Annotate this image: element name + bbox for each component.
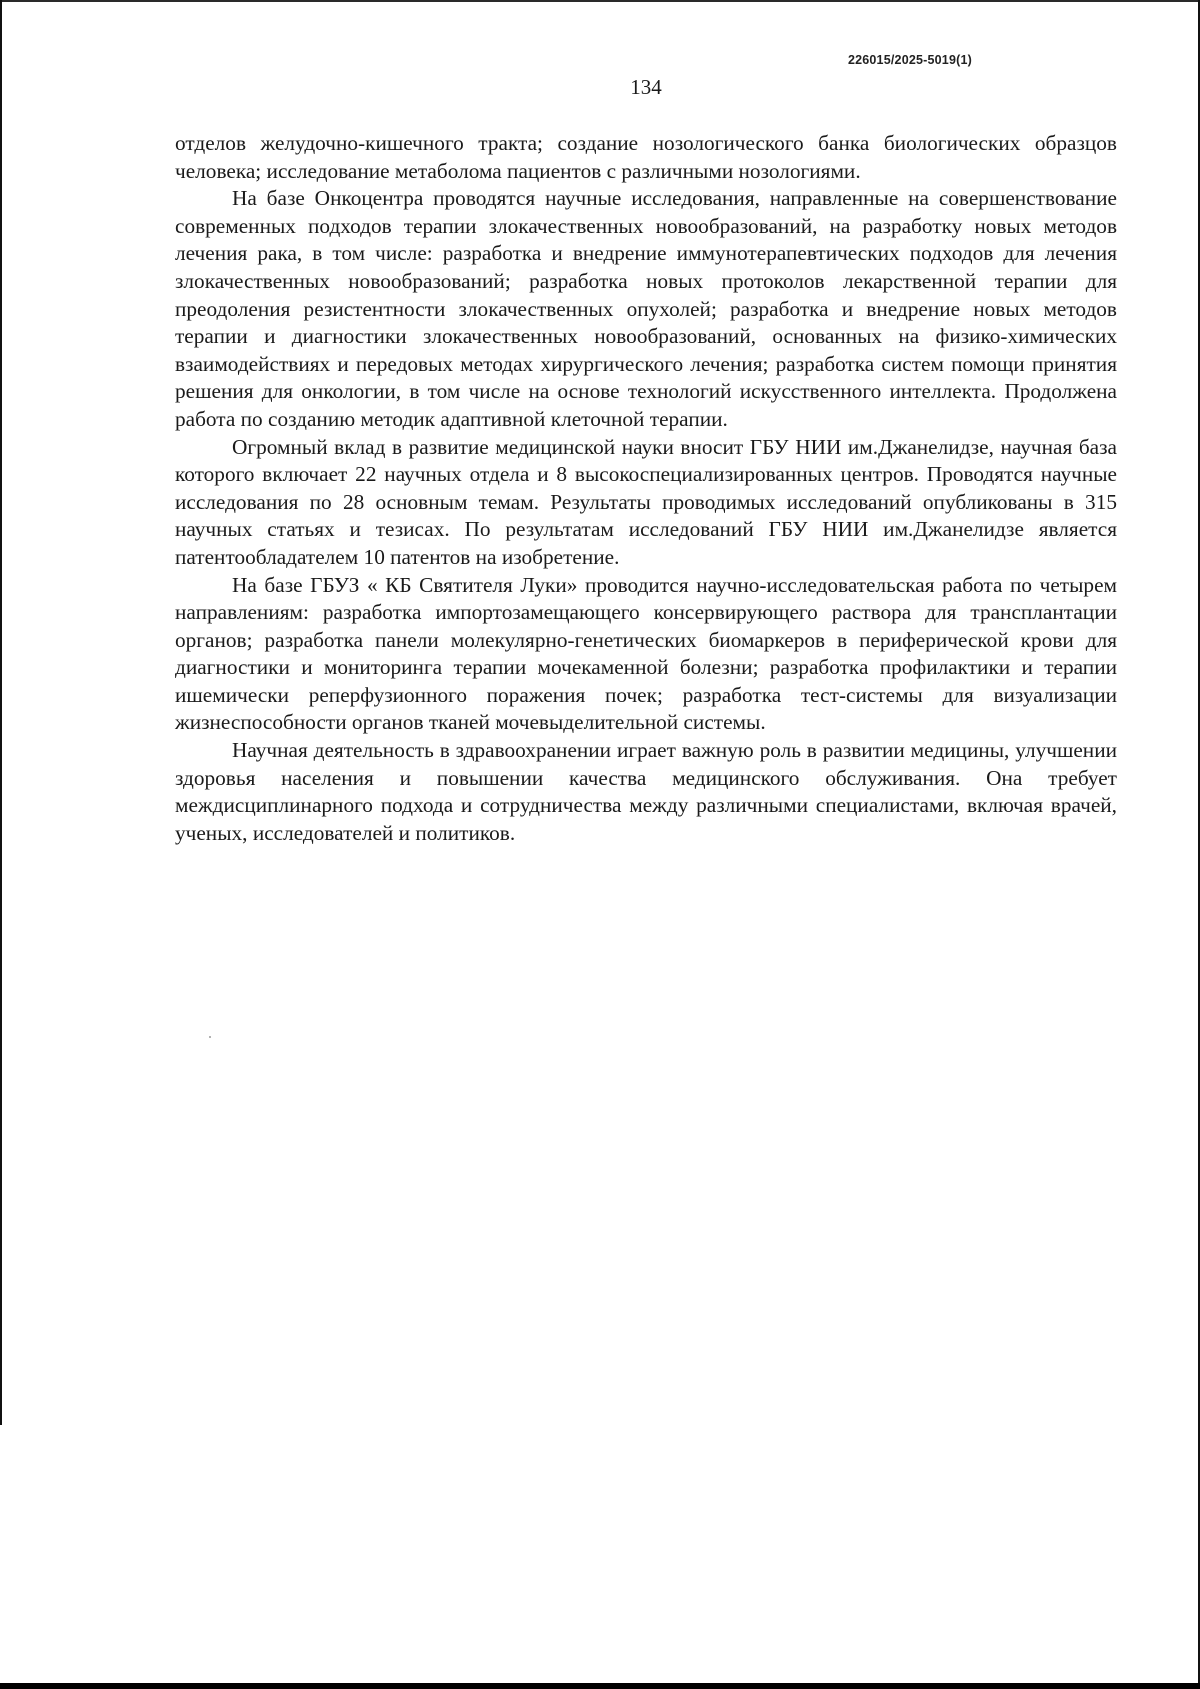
scan-edge-top	[0, 0, 1200, 2]
document-id: 226015/2025-5019(1)	[847, 53, 972, 67]
body-text	[175, 130, 1117, 847]
paragraph-3: Огромный вклад в развитие медицинской науки вносит ГБУ НИИ им.Джанелидзе, научная база которого включает 22 научных отдела и 8 высокоспециализированных центров. Проводятся научные исследования по 28 основным темам. Результаты проводимых исследований опубликованы в 315 научных статьях и тезисах. По результатам исследований ГБУ НИИ им.Джанелидзе является патентообладателем 10 патентов на изобретение.	[175, 434, 1117, 569]
paragraph-5: Научная деятельность в здравоохранении играет важную роль в развитии медицины, улучшении здоровья населения и повышении качества медицинского обслуживания. Она требует междисциплинарного подхода и сотрудничества между различными специалистами, включая врачей, ученых, исследователей и политиков.	[175, 738, 1117, 845]
paragraph-1: отделов желудочно-кишечного тракта; создание нозологического банка биологических образцов человека; исследование метаболома пациентов с различными нозологиями.	[175, 131, 1117, 183]
page-number: 134	[630, 75, 662, 99]
scan-edge-bottom	[0, 1683, 1200, 1689]
paragraph-4: На базе ГБУЗ « КБ Святителя Луки» проводится научно-исследовательская работа по четырем направлениям: разработка импортозамещающего консервирующего раствора для трансплантации органов; разработка панели молекулярно-генетических биомаркеров в периферической крови для диагностики и мониторинга терапии мочекаменной болезни; разработка профилактики и терапии ишемически реперфузионного поражения почек; разработка тест-системы для визуализации жизнеспособности органов тканей мочевыделительной системы.	[175, 572, 1117, 735]
scan-speck	[209, 1036, 211, 1038]
scan-edge-left	[0, 0, 2, 1425]
paragraph-2: На базе Онкоцентра проводятся научные исследования, направленные на совершенствование современных подходов терапии злокачественных новообразований, на разработку новых методов лечения рака, в том числе: разработка и внедрение иммунотерапевтических подходов для лечения злокачественных новообразований; разработка новых протоколов лекарственной терапии для преодоления резистентности злокачественных опухолей; разработка и внедрение новых методов терапии и диагностики злокачественных новообразований, основанных на физико-химических взаимодействиях и передовых методах хирургического лечения; разработка систем помощи принятия решения для онкологии, в том числе на основе технологий искусственного интеллекта. Продолжена работа по созданию методик адаптивной клеточной терапии.	[175, 186, 1117, 431]
